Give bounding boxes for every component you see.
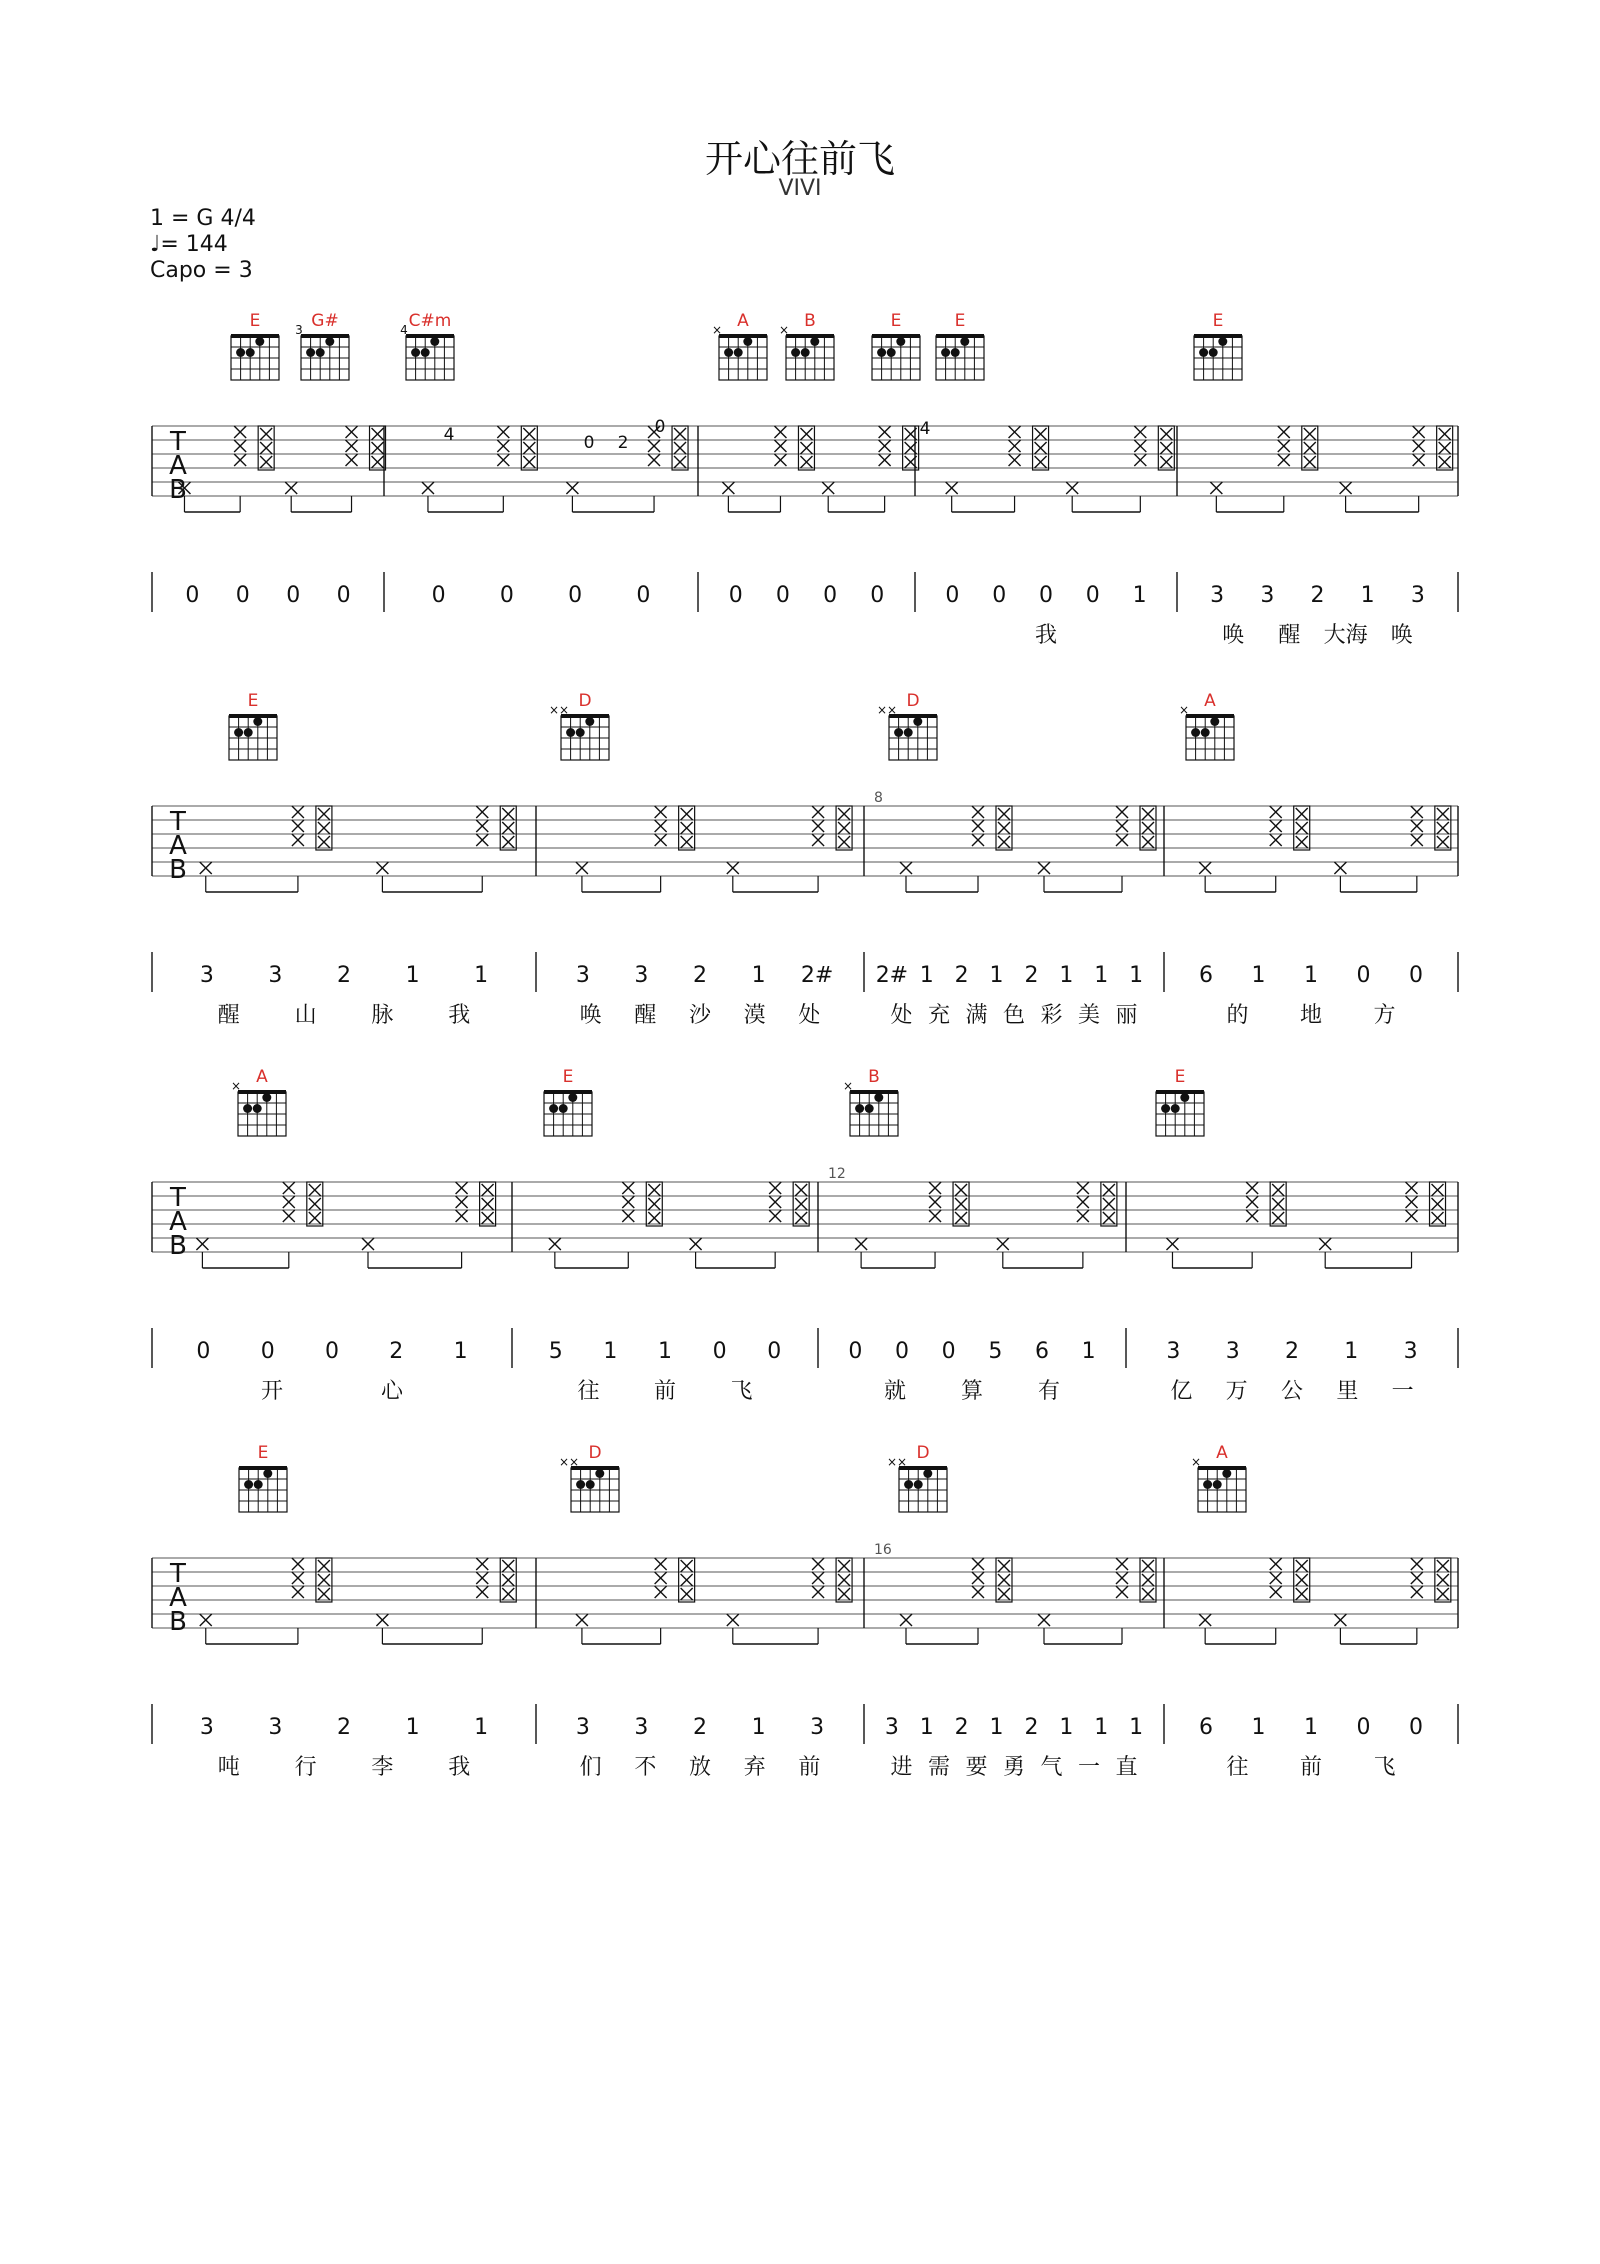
note-number: 0: [431, 583, 446, 608]
note-number: 1: [1059, 963, 1074, 988]
finger-dot: [430, 337, 439, 346]
finger-dot: [559, 1104, 568, 1113]
note-number: 2: [693, 963, 707, 988]
lyric-syllable: 我: [1034, 623, 1058, 648]
lyric-syllable: 开: [260, 1379, 284, 1404]
note-number: 0: [1356, 963, 1371, 988]
chord-name: E: [954, 311, 966, 331]
note-number: 1: [405, 1715, 420, 1740]
lyric-syllable: 我: [448, 1003, 471, 1028]
note-number: 0: [260, 1339, 275, 1364]
finger-dot: [887, 348, 896, 357]
chord-diagram: [719, 336, 767, 380]
lyric-syllable: 心: [380, 1379, 404, 1404]
finger-dot: [1201, 728, 1210, 737]
note-number: 0: [1356, 1715, 1371, 1740]
note-number: 0: [196, 1339, 211, 1364]
finger-dot: [855, 1104, 864, 1113]
chord-name: E: [249, 311, 261, 331]
chord-name: E: [1212, 311, 1224, 331]
lyric-syllable: 有: [1037, 1379, 1061, 1404]
chord-diagram: [406, 336, 454, 380]
chord-diagram: [889, 716, 937, 760]
note-number: 3: [1403, 1339, 1418, 1364]
note-number: 0: [775, 583, 790, 608]
chord-diagram: [1156, 1092, 1204, 1136]
finger-dot: [1222, 1469, 1231, 1478]
finger-dot: [874, 1093, 883, 1102]
finger-dot: [1199, 348, 1208, 357]
lyric-syllable: 飞: [1373, 1755, 1396, 1780]
note-number: 0: [945, 583, 960, 608]
note-number: 1: [919, 963, 934, 988]
lyric-syllable: 算: [960, 1379, 984, 1404]
tab-fret-number: 4: [919, 419, 931, 439]
note-number: 3: [634, 1715, 649, 1740]
note-number: 3: [884, 1715, 899, 1740]
finger-dot: [421, 348, 430, 357]
finger-dot: [894, 728, 903, 737]
note-number: 2: [1024, 963, 1039, 988]
finger-dot: [411, 348, 420, 357]
note-number: 2: [954, 1715, 969, 1740]
lyric-syllable: 脉: [371, 1003, 394, 1028]
finger-dot: [595, 1469, 604, 1478]
tab-label-t: T: [170, 1559, 186, 1589]
note-number: 0: [870, 583, 885, 608]
note-number: 3: [268, 1715, 283, 1740]
lyric-syllable: 彩: [1040, 1003, 1063, 1028]
note-number: 0: [568, 583, 583, 608]
lyric-syllable: 亿: [1170, 1379, 1193, 1404]
note-number: 1: [658, 1339, 672, 1364]
lyric-syllable: 勇: [1002, 1755, 1026, 1780]
note-number: 2: [1285, 1339, 1299, 1364]
finger-dot: [1209, 348, 1218, 357]
finger-dot: [585, 717, 594, 726]
tab-fret-number: 0: [583, 433, 595, 453]
chord-diagram: [899, 1468, 947, 1512]
note-number: 1: [1304, 963, 1318, 988]
capo-marking: Capo = 3: [150, 258, 253, 283]
note-number: 1: [1081, 1339, 1096, 1364]
chord-name: E: [890, 311, 902, 331]
chord-name: E: [257, 1443, 269, 1463]
finger-dot: [865, 1104, 874, 1113]
lyric-syllable: 万: [1225, 1379, 1248, 1404]
finger-dot: [743, 337, 752, 346]
finger-dot: [1213, 1480, 1222, 1489]
song-title: 开心往前飞: [704, 137, 895, 181]
note-number: 0: [1409, 963, 1423, 988]
finger-dot: [724, 348, 733, 357]
finger-dot: [549, 1104, 558, 1113]
chord-name: E: [247, 691, 259, 711]
note-number: 0: [728, 583, 743, 608]
note-number: 2: [337, 963, 351, 988]
chord-name: D: [906, 691, 920, 711]
finger-dot: [941, 348, 950, 357]
note-number: 2#: [875, 963, 909, 988]
lyric-syllable: 吨: [217, 1755, 240, 1780]
finger-dot: [262, 1093, 271, 1102]
note-number: 1: [1251, 963, 1266, 988]
finger-dot: [1161, 1104, 1170, 1113]
lyric-syllable: 的: [1226, 1003, 1249, 1028]
finger-dot: [566, 728, 575, 737]
measure-number: 12: [828, 1166, 846, 1182]
note-number: 0: [848, 1339, 863, 1364]
note-number: 0: [1085, 583, 1100, 608]
finger-dot: [244, 1480, 253, 1489]
finger-dot: [1171, 1104, 1180, 1113]
finger-dot: [236, 348, 245, 357]
note-number: 1: [1094, 1715, 1109, 1740]
chord-diagram: [1198, 1468, 1246, 1512]
measure-number: 16: [874, 1542, 892, 1558]
finger-dot: [1191, 728, 1200, 737]
note-number: 1: [1360, 583, 1375, 608]
tab-label-t: T: [170, 807, 186, 837]
note-number: 0: [235, 583, 250, 608]
finger-dot: [951, 348, 960, 357]
finger-dot: [568, 1093, 577, 1102]
lyric-syllable: 唤: [1390, 623, 1413, 648]
chord-diagram: [239, 1468, 287, 1512]
chord-diagram: [936, 336, 984, 380]
finger-dot: [896, 337, 905, 346]
note-number: 1: [405, 963, 420, 988]
note-number: 5: [548, 1339, 563, 1364]
chord-diagram: [786, 336, 834, 380]
chord-name: D: [588, 1443, 602, 1463]
tab-label-b: B: [169, 1607, 187, 1637]
note-number: 6: [1199, 963, 1213, 988]
note-number: 1: [989, 963, 1004, 988]
chord-mute-marker: ×: [778, 323, 790, 337]
note-number: 6: [1199, 1715, 1213, 1740]
tab-label-a: A: [169, 1583, 187, 1613]
measure-number: 8: [874, 790, 883, 806]
finger-dot: [253, 1104, 262, 1113]
note-number: 1: [1251, 1715, 1266, 1740]
lyric-syllable: 前: [798, 1755, 821, 1780]
chord-name: D: [578, 691, 592, 711]
note-number: 3: [1166, 1339, 1181, 1364]
lyric-syllable: 我: [448, 1755, 471, 1780]
tab-label-a: A: [169, 831, 187, 861]
lyric-syllable: 山: [294, 1003, 317, 1028]
note-number: 1: [474, 963, 489, 988]
chord-mute-marker: ××: [548, 703, 570, 717]
note-number: 0: [286, 583, 301, 608]
note-number: 0: [992, 583, 1007, 608]
finger-dot: [253, 717, 262, 726]
chord-diagram: [229, 716, 277, 760]
chord-mute-marker: ××: [876, 703, 898, 717]
finger-dot: [263, 1469, 272, 1478]
finger-dot: [1210, 717, 1219, 726]
tab-label-b: B: [169, 855, 187, 885]
chord-name: B: [804, 311, 816, 331]
lyric-syllable: 弃: [743, 1755, 766, 1780]
finger-dot: [1203, 1480, 1212, 1489]
lyric-syllable: 一: [1077, 1755, 1101, 1780]
chord-name: A: [256, 1067, 268, 1087]
chord-name: E: [562, 1067, 574, 1087]
note-number: 1: [751, 963, 766, 988]
note-number: 2: [1310, 583, 1325, 608]
chord-mute-marker: 3: [295, 323, 303, 337]
lyric-syllable: 方: [1373, 1003, 1396, 1028]
finger-dot: [913, 717, 922, 726]
lyric-syllable: 公: [1280, 1379, 1304, 1404]
chord-mute-marker: ×: [230, 1079, 242, 1093]
finger-dot: [234, 728, 243, 737]
lyric-syllable: 唤: [1222, 623, 1245, 648]
tab-label-b: B: [169, 475, 187, 505]
chord-name: E: [1174, 1067, 1186, 1087]
chord-diagram: [1194, 336, 1242, 380]
note-number: 1: [603, 1339, 618, 1364]
note-number: 3: [199, 963, 214, 988]
lyric-syllable: 唤: [579, 1003, 602, 1028]
lyric-syllable: 美: [1077, 1003, 1101, 1028]
lyric-syllable: 沙: [688, 1003, 712, 1028]
note-number: 0: [712, 1339, 727, 1364]
lyric-syllable: 往: [577, 1379, 600, 1404]
tab-label-a: A: [169, 451, 187, 481]
note-number: 3: [199, 1715, 214, 1740]
finger-dot: [1180, 1093, 1189, 1102]
chord-diagram: [231, 336, 279, 380]
lyric-syllable: 行: [294, 1755, 317, 1780]
chord-mute-marker: ×: [711, 323, 723, 337]
chord-diagram: [1186, 716, 1234, 760]
note-number: 2: [389, 1339, 404, 1364]
lyric-syllable: 漠: [743, 1003, 766, 1028]
lyric-syllable: 前: [653, 1379, 677, 1404]
lyric-syllable: 醒: [1278, 623, 1301, 648]
finger-dot: [576, 1480, 585, 1489]
note-number: 3: [634, 963, 649, 988]
lyric-syllable: 色: [1002, 1003, 1026, 1028]
note-number: 0: [823, 583, 838, 608]
note-number: 0: [1409, 1715, 1423, 1740]
chord-diagram: [850, 1092, 898, 1136]
finger-dot: [960, 337, 969, 346]
note-number: 3: [268, 963, 283, 988]
note-number: 1: [1059, 1715, 1074, 1740]
note-number: 1: [989, 1715, 1004, 1740]
lyric-syllable: 前: [1299, 1755, 1323, 1780]
chord-name: A: [1204, 691, 1216, 711]
chord-mute-marker: ××: [886, 1455, 908, 1469]
chord-name: B: [868, 1067, 880, 1087]
note-number: 0: [325, 1339, 339, 1364]
finger-dot: [586, 1480, 595, 1489]
note-number: 0: [941, 1339, 956, 1364]
note-number: 2: [1024, 1715, 1039, 1740]
chord-diagram: [301, 336, 349, 380]
lyric-syllable: 大海: [1323, 623, 1368, 648]
lyric-syllable: 气: [1040, 1755, 1063, 1780]
chord-diagram: [238, 1092, 286, 1136]
note-number: 0: [767, 1339, 782, 1364]
chord-name: A: [1216, 1443, 1228, 1463]
note-number: 2: [337, 1715, 351, 1740]
lyric-syllable: 直: [1115, 1755, 1138, 1780]
chord-name: D: [916, 1443, 930, 1463]
finger-dot: [255, 337, 264, 346]
note-number: 5: [988, 1339, 1003, 1364]
song-artist: VIVI: [778, 176, 822, 201]
note-number: 2: [693, 1715, 707, 1740]
finger-dot: [877, 348, 886, 357]
note-number: 0: [895, 1339, 909, 1364]
lyric-syllable: 往: [1226, 1755, 1249, 1780]
note-number: 1: [1304, 1715, 1318, 1740]
note-number: 3: [1410, 583, 1425, 608]
finger-dot: [243, 1104, 252, 1113]
tab-fret-number: 2: [617, 433, 629, 453]
lyric-syllable: 要: [965, 1755, 988, 1780]
note-number: 2#: [800, 963, 834, 988]
finger-dot: [904, 1480, 913, 1489]
finger-dot: [246, 348, 255, 357]
lyric-syllable: 需: [927, 1755, 951, 1780]
chord-diagram: [561, 716, 609, 760]
lyric-syllable: 醒: [634, 1003, 657, 1028]
lyric-syllable: 充: [927, 1003, 951, 1028]
tab-label-b: B: [169, 1231, 187, 1261]
finger-dot: [576, 728, 585, 737]
note-number: 6: [1035, 1339, 1049, 1364]
lyric-syllable: 一: [1391, 1379, 1414, 1404]
note-number: 1: [1094, 963, 1109, 988]
lyric-syllable: 进: [890, 1755, 913, 1780]
finger-dot: [1218, 337, 1227, 346]
finger-dot: [734, 348, 743, 357]
chord-diagram: [544, 1092, 592, 1136]
lyric-syllable: 丽: [1115, 1003, 1138, 1028]
tab-fret-number: 0: [654, 417, 666, 437]
chord-mute-marker: ××: [558, 1455, 580, 1469]
note-number: 2: [954, 963, 969, 988]
note-number: 3: [1225, 1339, 1240, 1364]
note-number: 0: [499, 583, 514, 608]
lyric-syllable: 不: [634, 1755, 657, 1780]
finger-dot: [791, 348, 800, 357]
note-number: 1: [453, 1339, 468, 1364]
note-number: 1: [751, 1715, 766, 1740]
finger-dot: [810, 337, 819, 346]
note-number: 1: [919, 1715, 934, 1740]
tab-label-a: A: [169, 1207, 187, 1237]
chord-name: G#: [311, 311, 339, 331]
finger-dot: [914, 1480, 923, 1489]
finger-dot: [316, 348, 325, 357]
finger-dot: [254, 1480, 263, 1489]
tab-fret-number: 4: [443, 425, 455, 445]
lyric-syllable: 地: [1299, 1003, 1323, 1028]
tempo-marking: ♩= 144: [150, 232, 228, 257]
finger-dot: [306, 348, 315, 357]
lyric-syllable: 里: [1336, 1379, 1359, 1404]
key-signature: 1 = G 4/4: [150, 206, 256, 231]
note-number: 0: [636, 583, 651, 608]
lyric-syllable: 放: [688, 1755, 712, 1780]
tab-label-t: T: [170, 427, 186, 457]
lyric-syllable: 满: [965, 1003, 988, 1028]
chord-diagram: [571, 1468, 619, 1512]
note-number: 0: [1039, 583, 1053, 608]
finger-dot: [244, 728, 253, 737]
chord-name: A: [737, 311, 749, 331]
note-number: 0: [336, 583, 351, 608]
note-number: 1: [474, 1715, 489, 1740]
tab-label-t: T: [170, 1183, 186, 1213]
note-number: 3: [575, 1715, 590, 1740]
chord-mute-marker: ×: [1190, 1455, 1202, 1469]
finger-dot: [904, 728, 913, 737]
note-number: 3: [810, 1715, 825, 1740]
note-number: 1: [1129, 1715, 1144, 1740]
lyric-syllable: 飞: [730, 1379, 753, 1404]
finger-dot: [325, 337, 334, 346]
chord-mute-marker: ×: [842, 1079, 854, 1093]
note-number: 3: [575, 963, 590, 988]
note-number: 3: [1260, 583, 1275, 608]
lyric-syllable: 李: [371, 1755, 394, 1780]
chord-mute-marker: 4: [400, 323, 408, 337]
note-number: 1: [1132, 583, 1147, 608]
lyric-syllable: 处: [798, 1003, 821, 1028]
finger-dot: [923, 1469, 932, 1478]
note-number: 0: [185, 583, 200, 608]
lyric-syllable: 醒: [217, 1003, 240, 1028]
chord-name: C#m: [408, 311, 452, 331]
note-number: 1: [1344, 1339, 1359, 1364]
note-number: 3: [1210, 583, 1225, 608]
lyric-syllable: 就: [883, 1379, 907, 1404]
finger-dot: [801, 348, 810, 357]
lyric-syllable: 们: [579, 1755, 602, 1780]
note-number: 1: [1129, 963, 1144, 988]
chord-diagram: [872, 336, 920, 380]
lyric-syllable: 处: [890, 1003, 913, 1028]
chord-mute-marker: ×: [1178, 703, 1190, 717]
